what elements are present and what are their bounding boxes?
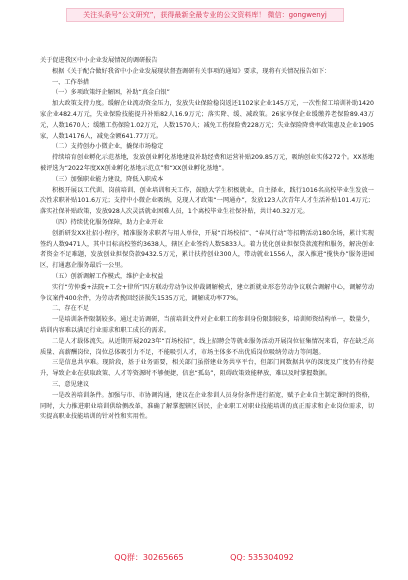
subsection-heading: （四）持续优化服务保障，助力企业开业 [52, 218, 164, 226]
footer-contact [0, 552, 408, 563]
subsection-heading: （一）多项政策纾企解困，补助“真金白银” [52, 89, 170, 97]
section-heading: 三、意见建议 [52, 380, 90, 388]
paragraph: 创新研发XX社招小程序，精准服务求职者与用人单位，开展“百场校招”、“春风行动”等招聘活动180余场，累计实现签约人数9471人，其中目标高校签约3638人，辖区企业签约人数5833人。着力优化创业担保贷款流程和服务，解决创业者资金不足难题，发放创业担保贷款9432.5万元，累计扶持创业300人，带动就业1556人，深入推进“揽快办”服务进园区，打通惠企服务最后一公里。 [40, 229, 374, 270]
subsection-heading: （五）创新调解工作模式，维护企业权益 [52, 272, 164, 280]
section-heading: 二、存在不足 [52, 305, 90, 313]
paragraph: 实行“劳仲委+法院+工会+律所”四方联动劳动争议仲裁调解模式，建立新就业形态劳动争议联合调解中心，调解劳动争议案件400余件，为劳动者挽回经济损失1535万元，调解成功率77%。 [40, 283, 374, 302]
section-heading: 一、工作举措 [52, 78, 90, 86]
promo-banner: 关注头条号“公文研究”，获得最新全最专业的公文资料库！ 微信：gongwenyj [66, 8, 344, 22]
qq-number-text: QQ: 535304092 [230, 553, 294, 562]
paragraph: 持续培育创业孵化示范基地，发放创业孵化基地建设补助经费和运营补贴209.85万元，吸纳创业实体272个。XX基地被评选为“2022年度XX创业孵化基地示范点”和“XX创业孵化基地”。 [40, 154, 374, 172]
paragraph: 积极开展以工代训、岗前培训、创业培训和天工作，鼓励大学生积极就业，自主择业，践行1016名高校毕业生发放一次性求职补贴101.6万元；支持中小微企业吸纳，兑现人才政策“一网通办”，发放123人次青年人才生活补贴101.4万元；落实社保补贴政策，发放928人次灵活就业困难人员，1个离校毕业生社保补贴，共计40.32万元。 [40, 186, 374, 216]
document-body [40, 56, 374, 423]
subsection-heading: （二）支持创办小微企业，撬保市场稳定 [52, 143, 164, 151]
paragraph: 一是培训条件限制较多。通过走访调研，当前培训文件对企业职工的参训身份限制较多，培训师资结构单一，数量少，培训内容难以满足行业需求和职工成长的需求。 [40, 316, 374, 334]
qq-group-text: QQ群：30265665 [114, 553, 184, 562]
paragraph: 三是信息共享难。现阶段，基于业务需要，相关部门虽搭建业务共享平台，但部门间数据共享的深度及广度仍有待提升，导致企业在获取政策、人才等资源时不够便捷，信息“孤岛”，阻碍政策效能释放，难以及时掌握数据。 [40, 359, 374, 378]
paragraph: 二是人才载体流失。从近期开展2023年“百场校招”，线上招聘会等就业服务活动开展岗位征集情况来看，存在缺乏高质量、高薪酬岗位，岗位总体吸引力不足，不能吸引人才，市场主体多不出优质岗位吸纳劳动力等问题。 [40, 337, 374, 356]
subsection-heading: （三）加强职业能力建设，降低入职成本 [52, 175, 164, 183]
paragraph: 加大政策支持力度。缓解企业流动资金压力，发放失业保险稳岗返还1102家企业145万元，一次性留工培训补助1420家企业482.4万元，失业保险技能提升补贴82人16.9万元；落实降、缓、减政策。26家享保企业缓缴养老保险89.43万元，人数1670人；缓缴工伤保险1.02万元，人数1570人；减免工伤保险费228万元；失业保险降费率政策惠及企业1905家，人数14176人，减免金额641.77万元。 [40, 100, 374, 140]
paragraph: 一是改善培训条件。加强与市、市协调沟通，建议在企业参训人员身份条件进行拓宽，赋予企业自主制定课时的资格，同时，大力推进职业培训供给侧改革，准确了解掌握辖区居民，企业职工对职业技能培训的真正需求和企业岗位需求，切实提高职业技能培训的针对性和实用性。 [40, 391, 374, 421]
document-title: 关于促进我区中小企业发展情况的调研报告 [40, 57, 158, 64]
intro-paragraph: 根据《关于配合做好我省中小企业发展现状督查调研有关事项的通知》要求，现将有关情况报告如下： [52, 67, 331, 75]
